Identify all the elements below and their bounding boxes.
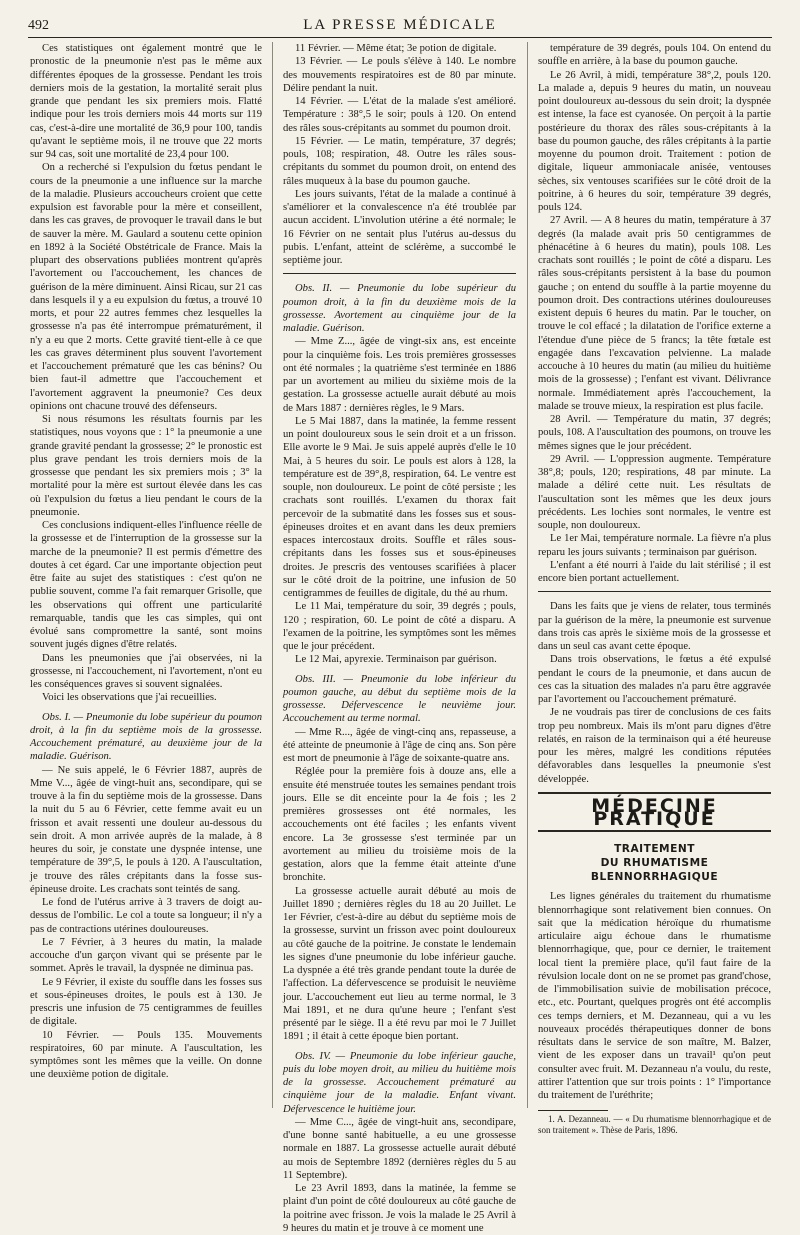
paragraph: L'enfant a été nourri à l'aide du lait stérilisé ; il est encore bien portant actuellement. (538, 559, 771, 586)
paragraph: On a recherché si l'expulsion du fœtus pendant le cours de la pneumonie a une influence sur la marche de la maladie. Plusieurs accoucheurs croient que cette expulsion est favorable pour la mère et conseillent, dans les cas graves, de provoquer le travail dans le but de sauver la mère. M. Gaulard a soutenu cette opinion en 1892 à la Société Obstétricale de France. Mais la plupart des observations publiées montrent qu'après l'avortement ou l'accouchement, les chances de guérison de la mère diminuent. Ainsi Ricau, sur 21 cas dans lesquels il y a eu expulsion du fœtus, a trouvé 10 morts, et pour 22 autres femmes chez lesquelles la grossesse n'a pas été interrompue prématurément, il n'y a eu que 2 morts. Cette gravité tient-elle à ce que les cas graves déterminent plus souvent l'avortement et l'accouchement prématuré que les cas bénins? Ou bien faut-il admettre que l'accouchement et l'avortement aggravent la pneumonie? Ces deux opinions ont chacune trouvé des défenseurs. (30, 161, 262, 413)
paragraph: 29 Avril. — L'oppression augmente. Température 38°,8; pouls, 120; respirations, 48 par minute. La malade a déliré cette nuit. Les résultats de l'auscultation sont les mêmes que les deux jours précédents. Les lochies sont normales, le ventre est souple, non douloureux. (538, 453, 771, 533)
paragraph: Dans les pneumonies que j'ai observées, ni la grossesse, ni l'accouchement, ni l'avortement, n'ont eu les conséquences graves si souvent signalées. (30, 652, 262, 692)
observation-title: Obs. II. — Pneumonie du lobe supérieur du poumon droit, à la fin du deuxième mois de la grossesse. Avortement au cinquième jour de la maladie. Guérison. (283, 282, 516, 335)
paragraph: Le 23 Avril 1893, dans la matinée, la femme se plaint d'un point de côté douloureux au côté gauche de la poitrine avec frisson. Je vois la malade le 25 Avril à 9 heures du matin et je trouve à ce moment une (283, 1182, 516, 1235)
paragraph: Ces statistiques ont également montré que le pronostic de la pneumonie n'est pas le même aux différentes époques de la grossesse. Pendant les trois derniers mois de la gestation, la mortalité serait plus grande que pendant les six premiers mois. Flatté indique pour les trois derniers mois 44 morts sur 119 cas, c'est-à-dire une mortalité de 36,9 pour 100, tandis qu'avant le septième mois, il ne trouve que 22 morts sur 94 cas, soit une mortalité de 23,4 pour 100. (30, 42, 262, 161)
separator (538, 591, 771, 592)
observation-1 (30, 711, 262, 1082)
paragraph: Le fond de l'utérus arrive à 3 travers de doigt au-dessus de l'ombilic. Le col a toute sa longueur; il n'y a pas de contractions utérines douloureuses. (30, 896, 262, 936)
column-2 (283, 42, 516, 1108)
paragraph: Ces conclusions indiquent-elles l'influence réelle de la grossesse et de l'interruption de la grossesse sur la marche de la pneumonie? Il est permis d'émettre des doutes à cet égard. Car une importante objection peut être faite au sujet des statistiques : c'est qu'on ne publie souvent, comme l'a fait remarquer Grisolle, que les observations qui offrent une particularité remarquable, tandis que les cas simples, qui ont évolué sans compromettre la santé, sont moins souvent jugés dignes d'être relatés. (30, 519, 262, 652)
paragraph: température de 39 degrés, pouls 104. On entend du souffle en arrière, à la base du poumon gauche. (538, 42, 771, 69)
paragraph: Le 12 Mai, apyrexie. Terminaison par guérison. (283, 653, 516, 666)
paragraph: — Mme C..., âgée de vingt-huit ans, secondipare, d'une bonne santé habituelle, a eu une grossesse normale en 1887. La grossesse actuelle aurait débuté au mois de Septembre 1892 (dernières règles du 5 au 11 Septembre). (283, 1116, 516, 1182)
paragraph: Le 26 Avril, à midi, température 38°,2, pouls 120. La malade a, depuis 9 heures du matin, un nouveau point douloureux au-dessous du sein droit; la dyspnée est intense, la face est cyanosée. On perçoit à la partie postérieure du thorax des râles sous-crépitants à la base du poumon gauche, des râles crépitants à la partie moyenne du poumon droit. Traitement : potion de digitale, liqueur ammoniacale anisée, ventouses sèches, six ventouses scarifiées sur le côté droit de la poitrine, à 6 heures du soir, température 39 degrés, pouls 124. (538, 69, 771, 215)
paragraph: Dans trois observations, le fœtus a été expulsé pendant le cours de la pneumonie, et dans aucun de ces cas la situation des malades n'a paru être aggravée par l'avortement ou l'accouchement prématuré. (538, 653, 771, 706)
paragraph: Le 11 Mai, température du soir, 39 degrés ; pouls, 120 ; respiration, 60. Le point de côté a disparu. A l'examen de la poitrine, les symptômes sont les mêmes que le jour précédent. (283, 600, 516, 653)
article-title (538, 842, 771, 884)
paragraph: 15 Février. — Le matin, température, 37 degrés; pouls, 108; respiration, 48. Outre les râles sous-crépitants du sommet du poumon droit, on entend des râles muqueux à la base du poumon gauche. (283, 135, 516, 188)
observation-title: Obs. III. — Pneumonie du lobe inférieur du poumon gauche, au début du septième mois de la grossesse. Défervescence le neuvième jour. Accouchement au terme normal. (283, 673, 516, 726)
observation-4 (283, 1050, 516, 1235)
paragraph: Je ne voudrais pas tirer de conclusions de ces faits trop peu nombreux. Mais ils m'ont paru dignes d'être relatés, en raison de la terminaison qui a été heureuse pour les mères, malgré les conditions réputées défavorables dans lesquelles la pneumonie s'est développée. (538, 706, 771, 786)
paragraph: 10 Février. — Pouls 135. Mouvements respiratoires, 60 par minute. A l'auscultation, les symptômes sont les mêmes que la veille. On donne une deuxième potion de digitale. (30, 1029, 262, 1082)
footnote: 1. A. Dezanneau. — « Du rhumatisme blennorrhagique et de son traitement ». Thèse de Paris, 1896. (538, 1114, 771, 1136)
column-1 (30, 42, 262, 1108)
paragraph: Réglée pour la première fois à douze ans, elle a ensuite été menstruée toutes les semaines pendant trois jours. Elle se dit enceinte pour la 4e fois ; les 2 premières grossesses ont été normales, les accouchements ont été faciles ; les enfants vivent encore. La 3e grossesse s'est terminée par un avortement au milieu du troisième mois de la gestation, alors que la femme était atteinte d'une bronchite. (283, 765, 516, 884)
paragraph: Les lignes générales du traitement du rhumatisme blennorrhagique sont relativement bien connues. On sait que la médication héroïque du rhumatisme articulaire aigu échoue dans le rhumatisme blennorrhagique, que, pour ce dernier, le traitement local tient la première place, qu'il faut faire de la révulsion locale dont on ne se promet pas grand'chose, de l'immobilisation suivie de mobilisation précoce, etc., etc. Pourtant, quelques progrès ont été accomplis ces temps derniers, et M. Dezanneau, qui a vu les nouveaux procédés thérapeutiques donner de bons résultats dans le service de son maître, M. Balzer, vient de les exposer dans un travail¹ qu'on peut consulter avec fruit. M. Dezanneau n'a voulu, du reste, attirer l'attention que sur trois points : 1° l'importance du traitement de l'uréthrite; (538, 890, 771, 1102)
paragraph: La grossesse actuelle aurait débuté au mois de Juillet 1890 ; dernières règles du 18 au 20 Juillet. Le 1er Février, c'est-à-dire au début du septième mois de la grossesse, survint un frisson avec point douloureux au côté gauche de la poitrine. Je constate le lendemain les signes d'une pneumonie du lobe inférieur gauche. La dyspnée a été très grande pendant toute la durée de l'affection. La défervescence se produisit le neuvième jour. L'accouchement eut lieu au terme normal, le 3 Mai 1891, et ne dura qu'une heure ; l'enfant s'est présenté par le siège. Il a été revu par moi le 7 Juillet 1891 ; il était à cette époque bien portant. (283, 885, 516, 1044)
paragraph: Voici les observations que j'ai recueillies. (30, 691, 262, 704)
article-title-line-2: DU RHUMATISME BLENNORRHAGIQUE (538, 856, 771, 884)
paragraph: 27 Avril. — A 8 heures du matin, température à 37 degrés (la malade avait pris 50 centigrammes de phénacétine à 6 heures du matin), pouls 108. Les crachats sont rouillés ; le point de côté a disparu. Les râles sous-crépitants persistent à la base du poumon gauche ; on entend du souffle à la partie moyenne du poumon droit. Des contractions utérines douloureuses existent depuis 6 heures du matin. Par le toucher, on trouve le col effacé ; la dilatation de l'orifice externe a l'étendue d'une pièce de 5 francs; la tête fœtale est engagée dans l'excavation pelvienne. La malade accouche à 10 heures du matin (au milieu du huitième mois de la grossesse) ; l'enfant est vivant. Délivrance normale. Immédiatement après l'accouchement, la malade se trouve mieux, la respiration est plus facile. (538, 214, 771, 413)
separator (283, 273, 516, 274)
paragraph: 28 Avril. — Température du matin, 37 degrés; pouls, 108. A l'auscultation des poumons, on trouve les mêmes signes que le jour précédent. (538, 413, 771, 453)
paragraph: 11 Février. — Même état; 3e potion de digitale. (283, 42, 516, 55)
paragraph: Le 5 Mai 1887, dans la matinée, la femme ressent un point douloureux sous le sein droit et a un frisson. Elle avorte le 9 Mai. Je suis appelé auprès d'elle le 10 Mai, à 5 heures du soir. Le pouls est alors à 128, la température est de 39°,8, respiration, 64. Le ventre est souple, non douloureux. Le point de côté persiste ; les crachats sont rouillés. L'examen du thorax fait percevoir de la submatité dans les fosses sus et sous-épineuses droites et en avant dans les deux premiers espaces intercostaux droits. Souffle et râles sous-crépitants dans les fosses sus et sous-épineuses droites. Je prescris des ventouses scarifiées à placer sur le côté droit de la poitrine, une infusion de 50 centigrammes de feuilles de digitale, du thé au rhum. (283, 415, 516, 601)
observation-3 (283, 673, 516, 1044)
paragraph: Les jours suivants, l'état de la malade a continué à s'améliorer et la convalescence n'a été troublée par aucun accident. L'involution utérine a été normale; le 16 Février on ne sentait plus l'utérus au-dessus du pubis. L'enfant, atteint de sclérème, a succombé le septième jour. (283, 188, 516, 268)
paragraph: Dans les faits que je viens de relater, tous terminés par la guérison de la mère, la pneumonie est survenue dans trois cas après le sixième mois de la grossesse et dans un seul cas avant cette époque. (538, 600, 771, 653)
page-number: 492 (28, 18, 49, 34)
observation-title: Obs. I. — Pneumonie du lobe supérieur du poumon droit, à la fin du septième mois de la grossesse. Accouchement prématuré, au deuxième jour de la maladie. Guérison. (30, 711, 262, 764)
footnote-rule (538, 1110, 608, 1111)
column-rule-1 (272, 42, 273, 1108)
column-3 (538, 42, 771, 1108)
paragraph: — Mme R..., âgée de vingt-cinq ans, repasseuse, a été atteinte de pneumonie à l'âge de cinq ans. Son père est mort de pneumonie à l'âge de soixante-quatre ans. (283, 726, 516, 766)
paragraph: 14 Février. — L'état de la malade s'est amélioré. Température : 38°,5 le soir; pouls à 120. On entend des râles sous-crépitants au sommet du poumon droit. (283, 95, 516, 135)
paragraph: — Ne suis appelé, le 6 Février 1887, auprès de Mme V..., âgée de vingt-huit ans, secondipare, qui se trouve à la fin du septième mois de la grossesse. Dans la nuit du 5 au 6 Février, cette femme avait eu un frisson et avait ressenti une douleur au-dessous du sein droit. A mon arrivée auprès de la malade, à 8 heures du soir, je constate une dyspnée intense, une température de 39°,5, le pouls à 120. A l'auscultation, je trouve des râles crépitants dans la fosse sus-épineuse droite. Les crachats sont teintés de sang. (30, 764, 262, 897)
observation-title: Obs. IV. — Pneumonie du lobe inférieur gauche, puis du lobe moyen droit, au milieu du huitième mois de la grossesse. Accouchement prématuré au cinquième jour de la maladie. Enfant vivant. Défervescence le huitième jour. (283, 1050, 516, 1116)
paragraph: Si nous résumons les résultats fournis par les statistiques, nous voyons que : 1° la pneumonie a une grande gravité pendant la grossesse; 2° le pronostic est plus grave pendant les trois derniers mois de la grossesse que pendant les six premiers mois ; 3° la mortalité pour la mère est surtout élevée dans les cas où l'expulsion du fœtus a lieu pendant le cours de la pneumonie. (30, 413, 262, 519)
article-title-line-1: TRAITEMENT (538, 842, 771, 856)
column-rule-2 (527, 42, 528, 1108)
journal-title: LA PRESSE MÉDICALE (28, 17, 772, 34)
page-header (28, 10, 772, 38)
paragraph: Le 1er Mai, température normale. La fièvre n'a plus reparu les jours suivants ; terminaison par guérison. (538, 532, 771, 559)
paragraph: — Mme Z..., âgée de vingt-six ans, est enceinte pour la cinquième fois. Les trois premières grossesses ont été normales ; la quatrième s'est terminée en 1886 par un avortement au milieu du sixième mois de la gestation. La grossesse actuelle aurait débuté au mois de Mars 1887 : dernières règles, le 9 Mars. (283, 335, 516, 415)
section-banner: MÉDECINE PRATIQUE (538, 792, 771, 833)
observation-2 (283, 282, 516, 666)
paragraph: 13 Février. — Le pouls s'élève à 140. Le nombre des mouvements respiratoires est de 80 par minute. Délire pendant la nuit. (283, 55, 516, 95)
paragraph: Le 9 Février, il existe du souffle dans les fosses sus et sous-épineuses droites, le pouls est à 130. Je prescris une infusion de 75 centigrammes de feuilles de digitale. (30, 976, 262, 1029)
paragraph: Le 7 Février, à 3 heures du matin, la malade accouche d'un garçon vivant qui se présente par le sommet. Après le travail, la dyspnée ne diminua pas. (30, 936, 262, 976)
